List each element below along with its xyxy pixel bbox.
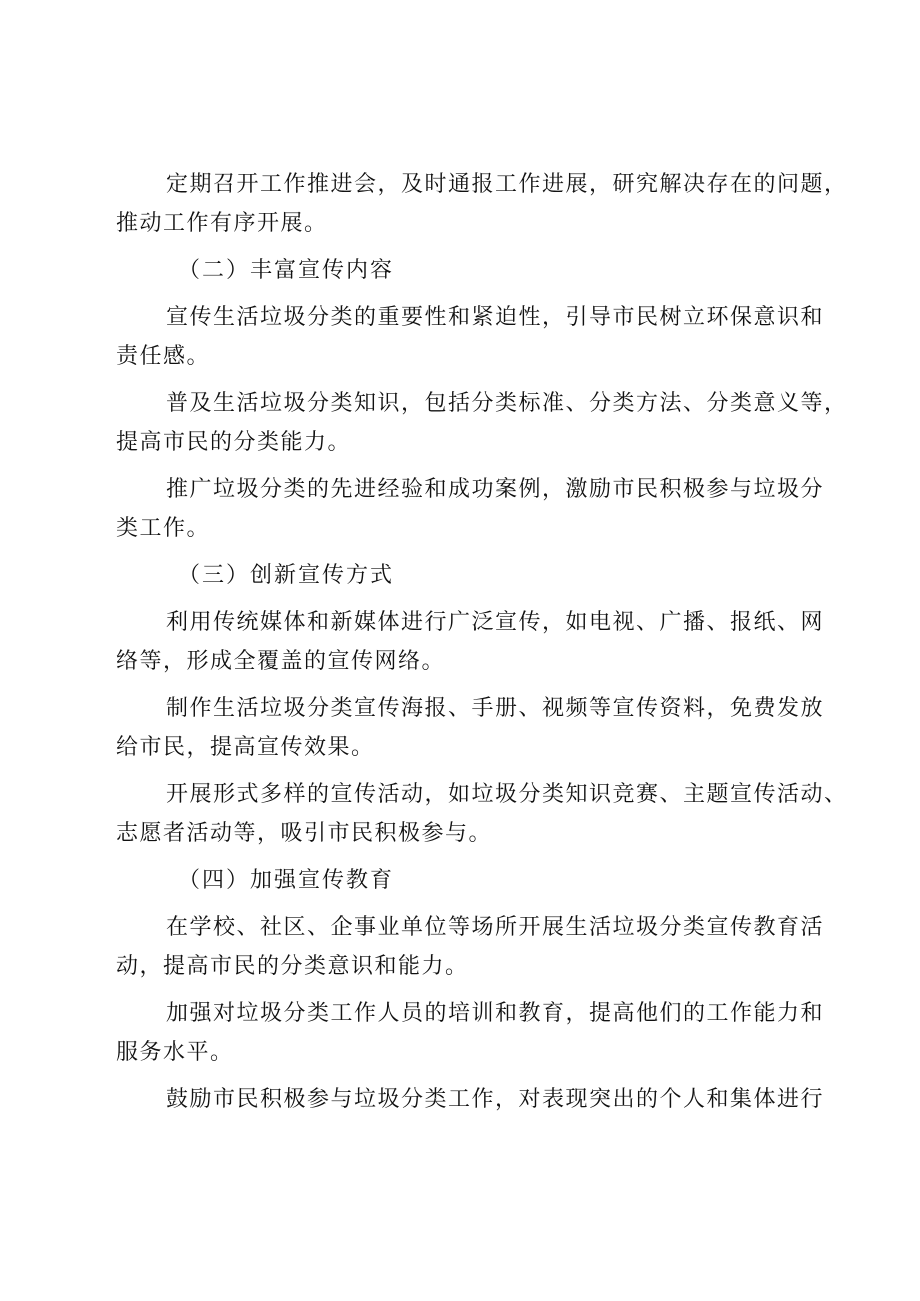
section-heading-4: （四）加强宣传教育 [178,868,395,893]
paragraph-8-line-1: 在学校、社区、企事业单位等场所开展生活垃圾分类宣传教育活 [166,915,825,940]
paragraph-7-line-1: 开展形式多样的宣传活动，如垃圾分类知识竞赛、主题宣传活动、 [166,782,848,807]
paragraph-5-line-1: 利用传统媒体和新媒体进行广泛宣传，如电视、广播、报纸、网 [166,610,825,635]
section-heading-2: （二）丰富宣传内容 [178,258,395,283]
section-heading-3: （三）创新宣传方式 [178,563,395,588]
paragraph-1-line-1: 定期召开工作推进会，及时通报工作进展，研究解决存在的问题， [166,172,848,197]
paragraph-2-line-2: 责任感。 [116,344,211,369]
paragraph-5-line-2: 络等，形成全覆盖的宣传网络。 [116,649,446,674]
paragraph-4-line-2: 类工作。 [116,516,211,541]
paragraph-6-line-1: 制作生活垃圾分类宣传海报、手册、视频等宣传资料，免费发放 [166,696,825,721]
paragraph-3-line-1: 普及生活垃圾分类知识，包括分类标准、分类方法、分类意义等， [166,391,848,416]
paragraph-2-line-1: 宣传生活垃圾分类的重要性和紧迫性，引导市民树立环保意识和 [166,305,825,330]
paragraph-8-line-2: 动，提高市民的分类意识和能力。 [116,954,469,979]
paragraph-9-line-2: 服务水平。 [116,1040,234,1065]
paragraph-3-line-2: 提高市民的分类能力。 [116,430,352,455]
paragraph-9-line-1: 加强对垃圾分类工作人员的培训和教育，提高他们的工作能力和 [166,1001,825,1026]
paragraph-7-line-2: 志愿者活动等，吸引市民积极参与。 [116,821,493,846]
paragraph-4-line-1: 推广垃圾分类的先进经验和成功案例，激励市民积极参与垃圾分 [166,477,825,502]
paragraph-10-line-1: 鼓励市民积极参与垃圾分类工作，对表现突出的个人和集体进行 [166,1087,825,1112]
paragraph-6-line-2: 给市民，提高宣传效果。 [116,735,375,760]
paragraph-1-line-2: 推动工作有序开展。 [116,211,328,236]
